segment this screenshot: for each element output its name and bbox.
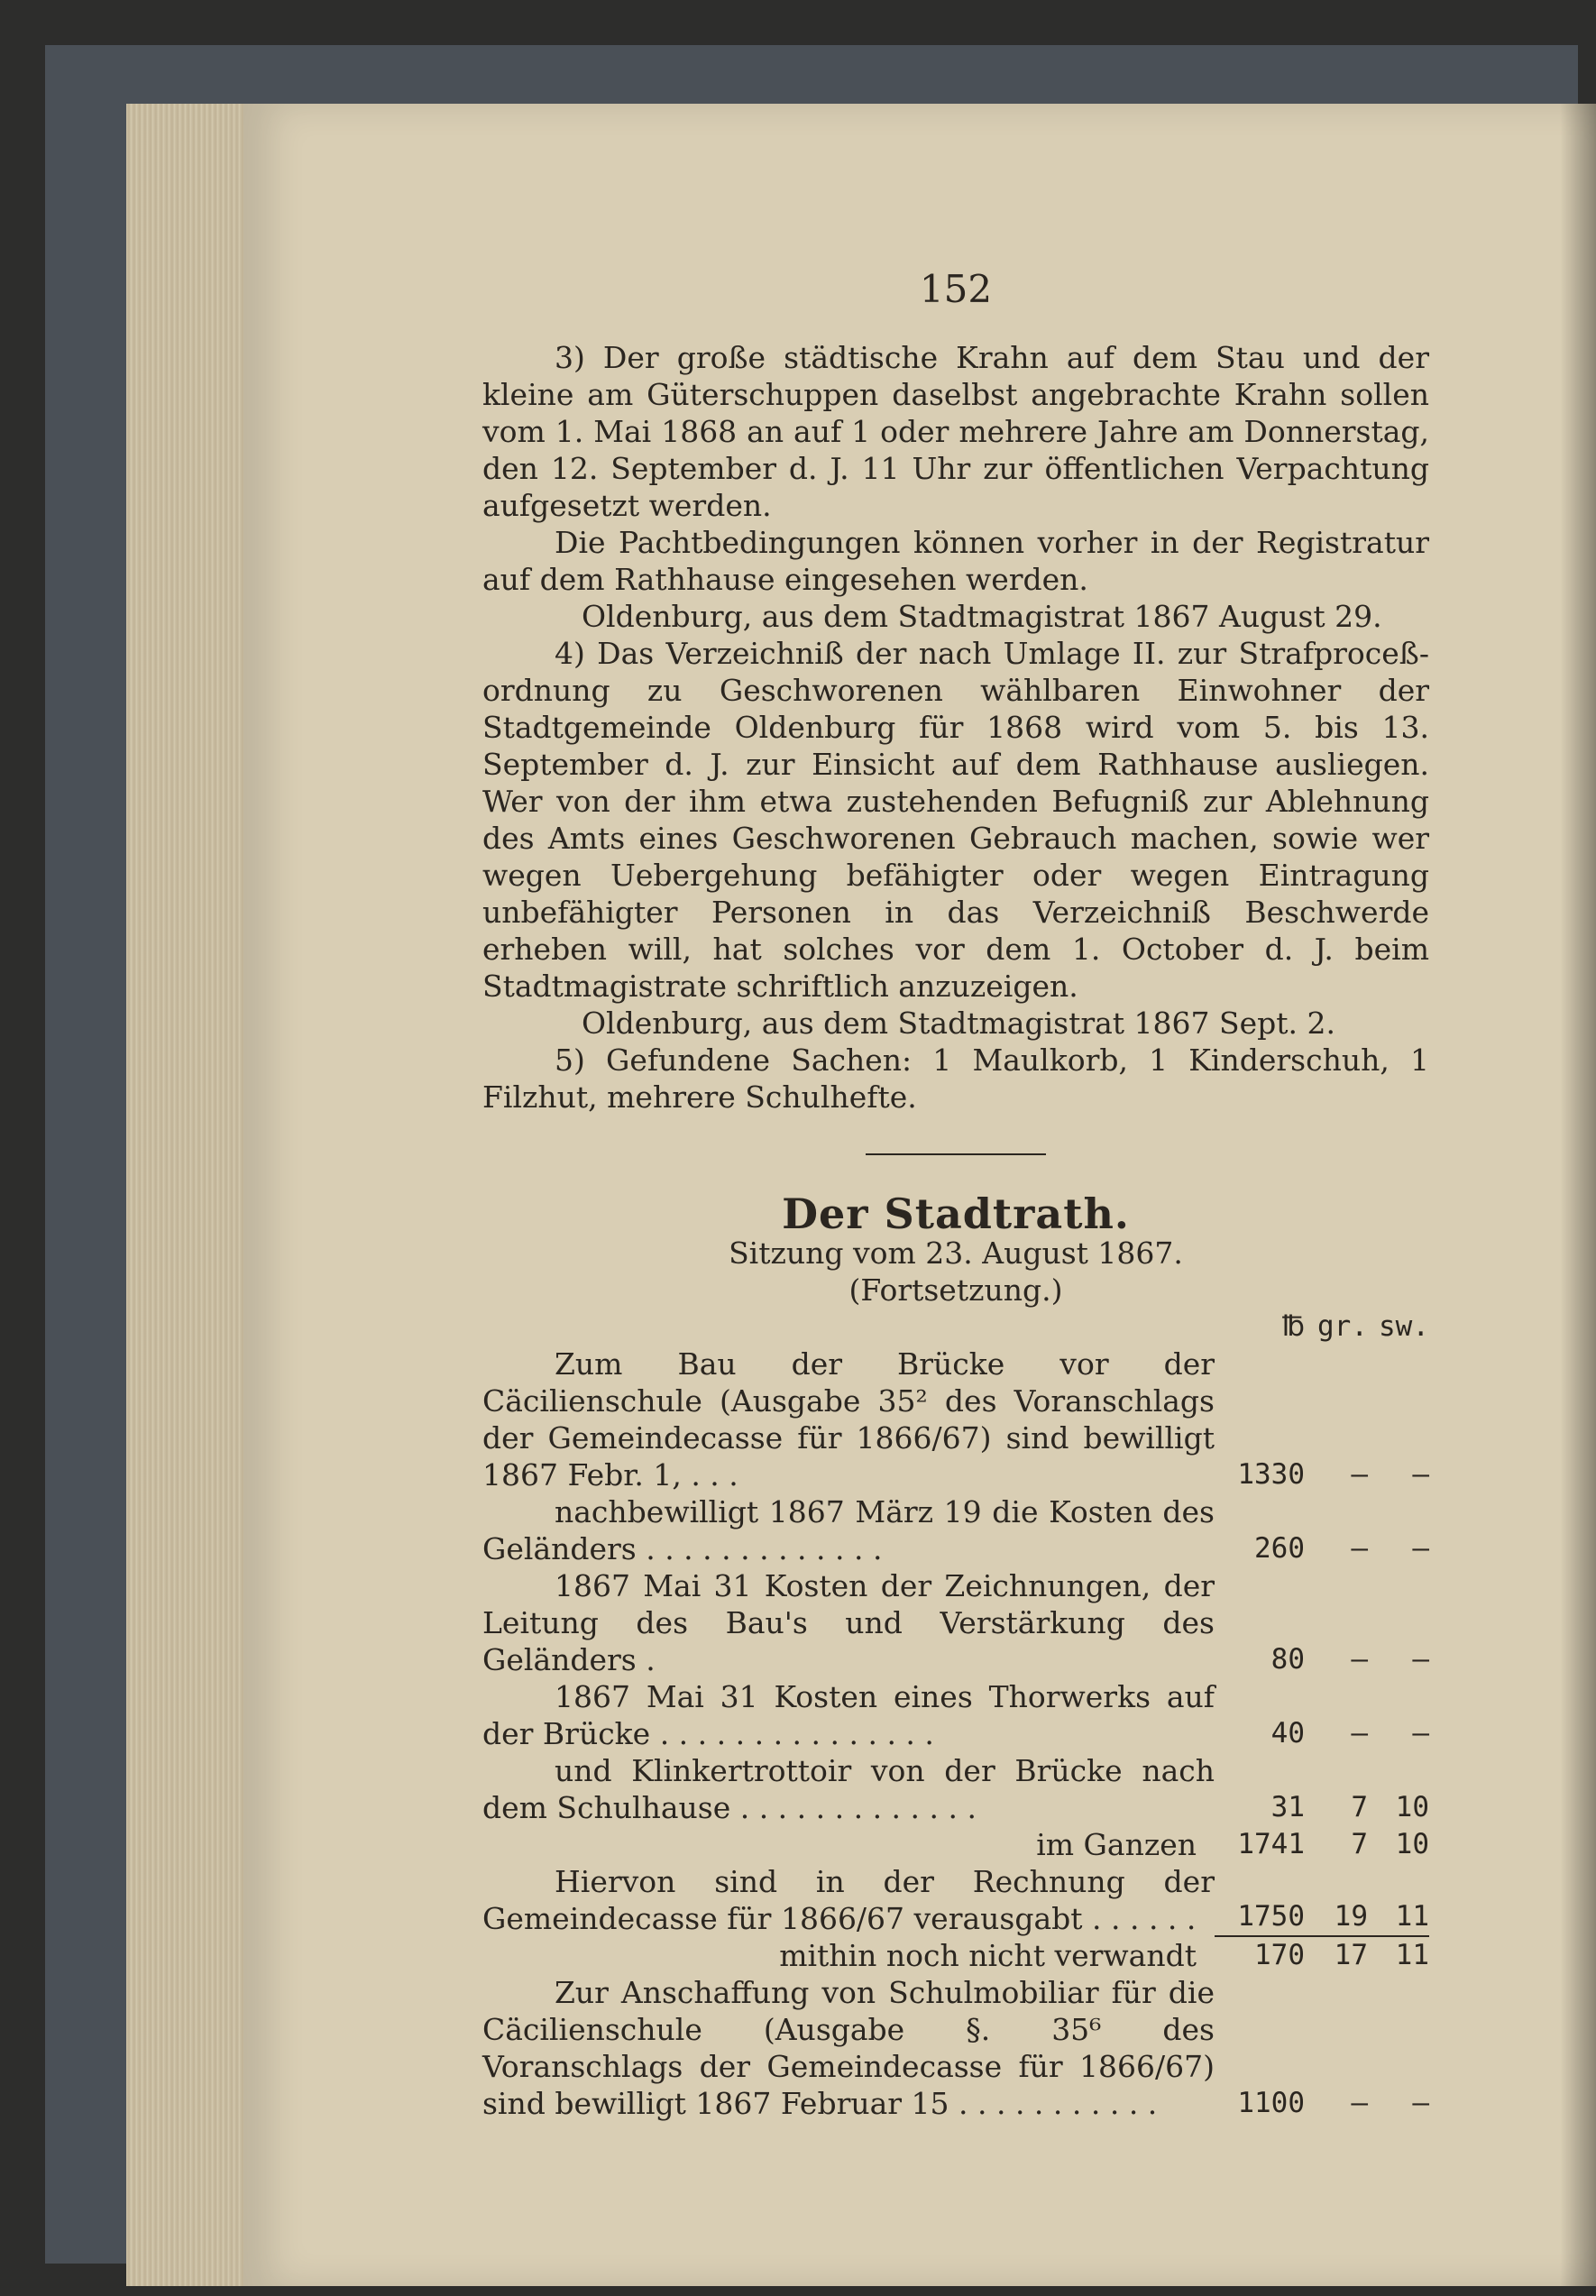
amount-taler: 1750 <box>1237 1900 1305 1933</box>
ledger-row <box>482 1567 1429 1678</box>
col-header-groschen: gr. <box>1317 1310 1368 1343</box>
section-divider <box>866 1153 1046 1155</box>
continuation-line: (Fortsetzung.) <box>848 1272 1063 1308</box>
ledger-remaining-row <box>482 1937 1429 1974</box>
ledger-row-text: 1867 Mai 31 Kosten der Zeichnungen, der Leitung des Bau's und Verstärkung des Geländers . <box>482 1568 1215 1677</box>
amount-taler: 80 <box>1270 1643 1305 1676</box>
amount-taler: 1741 <box>1237 1828 1305 1860</box>
ledger-row-text: 1867 Mai 31 Kosten eines Thorwerks auf der Brücke . . . . . . . . . . . . . . . <box>482 1679 1215 1751</box>
ledger-row-text: und Klinkertrottoir von der Brücke nach dem Schulhause . . . . . . . . . . . . . <box>482 1753 1215 1825</box>
page-text <box>482 267 1429 2122</box>
amount-groschen: 19 <box>1334 1900 1368 1933</box>
amount-taler: 1100 <box>1237 2087 1305 2119</box>
amount-taler: 31 <box>1270 1791 1305 1823</box>
item3-signature: Oldenburg, aus dem Stadtmagistrat 1867 August 29. <box>582 599 1382 634</box>
ledger-row-text: nachbewilligt 1867 März 19 die Kosten des Geländers . . . . . . . . . . . . . <box>482 1494 1215 1566</box>
amount-schwaren: — <box>1412 2087 1429 2119</box>
amount-taler: 1330 <box>1237 1458 1305 1491</box>
amount-schwaren: 11 <box>1395 1939 1429 1971</box>
ledger-row <box>482 1974 1429 2122</box>
amount-groschen: 7 <box>1351 1791 1368 1823</box>
col-header-schwaren: sw. <box>1379 1310 1429 1343</box>
amount-schwaren: — <box>1412 1532 1429 1565</box>
amount-taler: 40 <box>1270 1717 1305 1750</box>
ledger-row <box>482 1493 1429 1567</box>
ledger-row <box>482 1752 1429 1826</box>
amount-groschen: — <box>1351 1532 1368 1565</box>
amount-schwaren: 11 <box>1395 1900 1429 1933</box>
item3-paragraph1: 3) Der große städtische Krahn auf dem Stau und der kleine am Güterschuppen daselbst angebrachte Krahn sollen vom 1. Mai 1868 an auf 1 oder mehrere Jahre am Donnerstag, den 12. September d. J. 11 Uhr zur öffentlichen Verpachtung aufgesetzt werden. <box>482 340 1429 523</box>
ledger-row <box>482 1863 1429 1937</box>
amount-groschen: — <box>1351 1643 1368 1676</box>
item3-paragraph2: Die Pachtbedingungen können vorher in der Registratur auf dem Rathhause eingesehen werden. <box>482 525 1429 597</box>
ledger-row-text: im Ganzen <box>1036 1827 1197 1862</box>
section-heading: Der Stadtrath. <box>782 1189 1130 1238</box>
amount-groschen: 7 <box>1351 1828 1368 1860</box>
amount-taler: 260 <box>1254 1532 1305 1565</box>
column-header-row <box>482 1309 1429 1345</box>
amount-groschen: — <box>1351 1458 1368 1491</box>
page-gutter-shadow <box>1560 104 1596 2286</box>
amount-schwaren: 10 <box>1395 1828 1429 1860</box>
ledger-row <box>482 1678 1429 1752</box>
amount-schwaren: 10 <box>1395 1791 1429 1823</box>
ledger-row <box>482 1345 1429 1493</box>
item5-paragraph: 5) Gefundene Sachen: 1 Maulkorb, 1 Kinderschuh, 1 Filzhut, mehrere Schulhefte. <box>482 1042 1429 1115</box>
amount-schwaren: — <box>1412 1717 1429 1750</box>
ledger-row-text: mithin noch nicht verwandt <box>779 1938 1197 1973</box>
page-number: 152 <box>919 267 993 311</box>
amount-groschen: — <box>1351 1717 1368 1750</box>
amount-groschen: — <box>1351 2087 1368 2119</box>
ledger-total-row <box>482 1826 1429 1863</box>
col-header-taler: ℔ <box>1281 1310 1305 1343</box>
amount-taler: 170 <box>1254 1939 1305 1971</box>
item4-signature: Oldenburg, aus dem Stadtmagistrat 1867 Sept. 2. <box>582 1006 1335 1041</box>
amount-schwaren: — <box>1412 1458 1429 1491</box>
ledger-row-text: Zur Anschaffung von Schulmobiliar für die Cäcilienschule (Ausgabe §. 35⁶ des Voranschlags der Gemeindecasse für 1866/67) sind bewilligt 1867 Februar 15 . . . . . . . . . . . <box>482 1975 1215 2121</box>
amount-groschen: 17 <box>1334 1939 1368 1971</box>
ledger-row-text: Hiervon sind in der Rechnung der Gemeindecasse für 1866/67 verausgabt . . . . . . <box>482 1864 1215 1936</box>
session-line: Sitzung vom 23. August 1867. <box>729 1235 1183 1271</box>
page-edges <box>126 104 261 2286</box>
ledger-row-text: Zum Bau der Brücke vor der Cäcilienschule (Ausgabe 35² des Voranschlags der Gemeindecasse für 1866/67) sind bewilligt 1867 Febr. 1, . . . <box>482 1346 1215 1492</box>
amount-schwaren: — <box>1412 1643 1429 1676</box>
item4-paragraph: 4) Das Verzeichniß der nach Umlage II. zur Strafproceß-ordnung zu Geschworenen wählbaren Einwohner der Stadtgemeinde Oldenburg für 1868 wird vom 5. bis 13. September d. J. zur Einsicht auf dem Rathhause ausliegen. Wer von der ihm etwa zustehenden Befugniß zur Ablehnung des Amts eines Geschworenen Gebrauch machen, sowie wer wegen Uebergehung befähigter oder wegen Eintragung unbefähigter Personen in das Verzeichniß Beschwerde erheben will, hat solches vor dem 1. October d. J. beim Stadtmagistrate schriftlich anzuzeigen. <box>482 636 1429 1004</box>
